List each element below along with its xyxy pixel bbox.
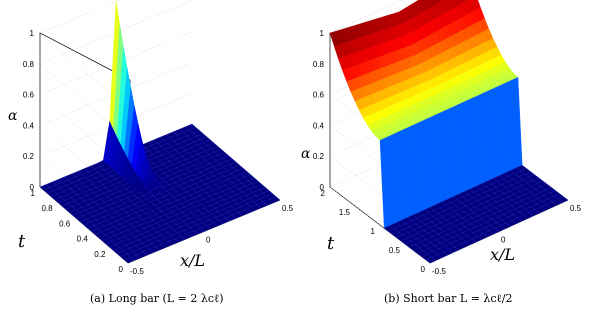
z-axis-label: α xyxy=(301,146,311,162)
t-tick-label: 0.5 xyxy=(388,246,400,255)
t-tick-label: 1 xyxy=(30,189,35,198)
surface-plot-long-bar xyxy=(8,0,294,276)
x-tick-label: -0.5 xyxy=(130,267,144,276)
t-tick-label: 0.2 xyxy=(94,249,106,259)
z-tick-label: 0 xyxy=(29,183,34,192)
z-tick-label: 0 xyxy=(319,183,324,192)
z-tick-label: 0.8 xyxy=(312,59,324,69)
z-tick-label: 0.4 xyxy=(22,121,34,131)
z-tick-label: 0.6 xyxy=(312,90,324,100)
x-tick-label: 0 xyxy=(206,235,211,245)
z-tick-label: 1 xyxy=(29,29,34,38)
t-axis-label: t xyxy=(327,233,335,254)
t-tick-label: 0 xyxy=(118,265,123,274)
x-tick-label: 0.5 xyxy=(282,204,294,213)
z-tick-label: 0.8 xyxy=(22,59,34,69)
x-axis-label: x/L xyxy=(490,245,516,264)
t-tick-label: 2 xyxy=(320,189,325,198)
z-tick-label: 0.6 xyxy=(22,90,34,100)
t-tick-label: 0.8 xyxy=(41,204,53,214)
damage-surface xyxy=(330,0,568,263)
t-tick-label: 0 xyxy=(420,265,425,274)
z-axis-label: α xyxy=(8,108,18,124)
t-tick-label: 1 xyxy=(370,227,375,236)
caption-a: (a) Long bar (L = 2 λᴄℓ) xyxy=(90,292,224,305)
t-tick-label: 0.6 xyxy=(59,219,71,229)
surface-plot-short-bar xyxy=(301,0,582,276)
t-tick-label: 1.5 xyxy=(338,208,350,217)
x-tick-label: 0.5 xyxy=(570,204,582,213)
x-tick-label: 0 xyxy=(501,235,506,245)
z-tick-label: 1 xyxy=(319,29,324,38)
z-tick-label: 0.2 xyxy=(22,152,34,162)
z-tick-label: 0.4 xyxy=(312,121,324,131)
t-tick-label: 0.4 xyxy=(76,234,88,244)
z-tick-label: 0.2 xyxy=(312,152,324,162)
damage-surface xyxy=(40,2,280,264)
t-axis-label: t xyxy=(18,231,26,252)
x-tick-label: -0.5 xyxy=(432,267,446,276)
x-axis-label: x/L xyxy=(180,251,206,270)
caption-b: (b) Short bar L = λᴄℓ/2 xyxy=(384,292,513,305)
